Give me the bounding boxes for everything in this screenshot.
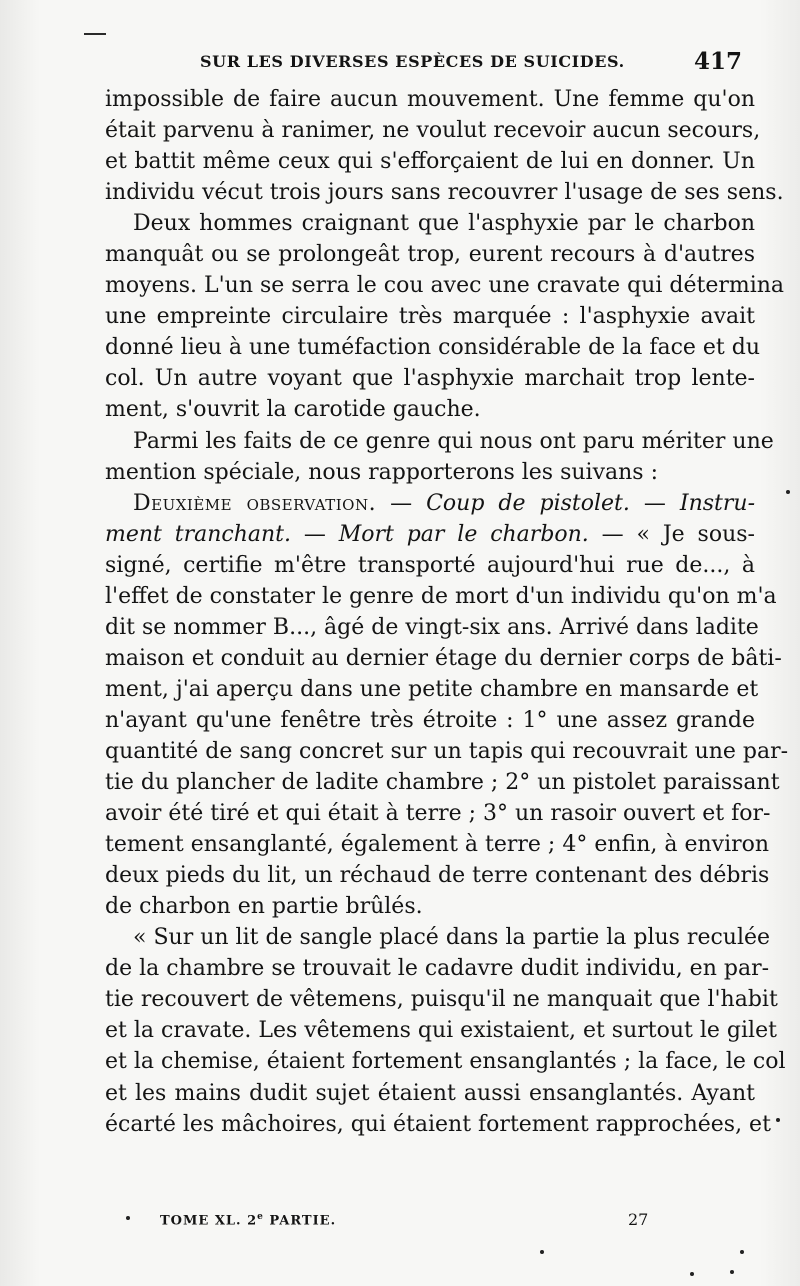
text-line: et les mains dudit sujet étaient aussi ensanglantés. Ayant bbox=[105, 1080, 755, 1106]
text-line: mention spéciale, nous rapporterons les suivans : bbox=[105, 459, 658, 485]
text-line: tie du plancher de ladite chambre ; 2° un pistolet paraissant bbox=[105, 770, 780, 796]
text-line: « Sur un lit de sangle placé dans la partie la plus reculée bbox=[133, 925, 771, 951]
top-rule bbox=[84, 33, 106, 35]
text-line: Parmi les faits de ce genre qui nous ont paru mériter une bbox=[133, 428, 774, 454]
quote-start: « Je sous- bbox=[636, 521, 755, 547]
text-line: et battit même ceux qui s'efforçaient de lui en donner. Un bbox=[105, 149, 755, 175]
text-line: ment, s'ouvrit la carotide gauche. bbox=[105, 397, 481, 423]
text-line: Deux hommes craignant que l'asphyxie par le charbon bbox=[133, 211, 755, 237]
text-line: ment, j'ai aperçu dans une petite chambre en mansarde et bbox=[105, 676, 759, 702]
observation-heading-line: Deuxième observation. — Coup de pistolet. — Instru- bbox=[133, 490, 755, 516]
case-title: Mort par le charbon. bbox=[338, 521, 589, 547]
text-line: une empreinte circulaire très marquée : l'asphyxie avait bbox=[105, 304, 755, 330]
case-title: ment tranchant. bbox=[105, 521, 291, 547]
ink-speck bbox=[690, 1272, 694, 1276]
text-line: écarté les mâchoires, qui étaient fortement rapprochées, et bbox=[105, 1111, 771, 1137]
ink-speck bbox=[786, 490, 790, 494]
page-number: 417 bbox=[694, 48, 743, 75]
text-line: individu vécut trois jours sans recouvrer l'usage de ses sens. bbox=[105, 180, 784, 206]
body-text bbox=[105, 84, 789, 1140]
text-line: tie recouvert de vêtemens, puisqu'il ne manquait que l'habit bbox=[105, 987, 778, 1013]
running-header: SUR LES DIVERSES ESPÈCES DE SUICIDES. bbox=[200, 52, 625, 71]
text-line: n'ayant qu'une fenêtre très étroite : 1° une assez grande bbox=[105, 707, 755, 733]
text-line: était parvenu à ranimer, ne voulut recevoir aucun secours, bbox=[105, 118, 761, 144]
text-line: et la chemise, étaient fortement ensanglantés ; la face, le col bbox=[105, 1049, 786, 1075]
text-line: de la chambre se trouvait le cadavre dudit individu, en par- bbox=[105, 956, 770, 982]
text-line: et la cravate. Les vêtemens qui existaient, et surtout le gilet bbox=[105, 1018, 777, 1044]
sheet-number: 27 bbox=[628, 1210, 649, 1229]
text-line: signé, certifie m'être transporté aujourd'hui rue de..., à bbox=[105, 552, 755, 578]
text-line: quantité de sang concret sur un tapis qui recouvrait une par- bbox=[105, 738, 789, 764]
observation-heading: Deuxième observation. bbox=[133, 490, 377, 516]
ink-speck bbox=[126, 1216, 130, 1220]
ink-speck bbox=[740, 1250, 744, 1254]
observation-subtitle-line: ment tranchant. — Mort par le charbon. — « Je sous- bbox=[105, 521, 755, 547]
text-line: tement ensanglanté, également à terre ; 4° enfin, à environ bbox=[105, 832, 770, 858]
ink-speck bbox=[540, 1250, 544, 1254]
text-line: impossible de faire aucun mouvement. Une femme qu'on bbox=[105, 87, 755, 112]
text-line: donné lieu à une tuméfaction considérable de la face et du bbox=[105, 335, 761, 361]
text-line: col. Un autre voyant que l'asphyxie marchait trop lente- bbox=[105, 366, 755, 392]
ink-speck bbox=[730, 1270, 734, 1274]
case-title: Instru- bbox=[679, 490, 755, 516]
text-line: l'effet de constater le genre de mort d'un individu qu'on m'a bbox=[105, 583, 777, 609]
text-line: moyens. L'un se serra le cou avec une cravate qui détermina bbox=[105, 273, 785, 299]
case-title: Coup de pistolet. bbox=[426, 490, 630, 516]
text-line: dit se nommer B..., âgé de vingt-six ans. Arrivé dans ladite bbox=[105, 614, 759, 640]
text-line: de charbon en partie brûlés. bbox=[105, 894, 423, 920]
ink-speck bbox=[776, 1118, 780, 1122]
printer-signature: TOME XL. 2e PARTIE. bbox=[160, 1212, 337, 1229]
text-line: manquât ou se prolongeât trop, eurent recours à d'autres bbox=[105, 242, 755, 268]
text-line: deux pieds du lit, un réchaud de terre contenant des débris bbox=[105, 863, 770, 889]
text-line: maison et conduit au dernier étage du dernier corps de bâti- bbox=[105, 645, 782, 671]
text-line: avoir été tiré et qui était à terre ; 3° un rasoir ouvert et for- bbox=[105, 801, 771, 827]
